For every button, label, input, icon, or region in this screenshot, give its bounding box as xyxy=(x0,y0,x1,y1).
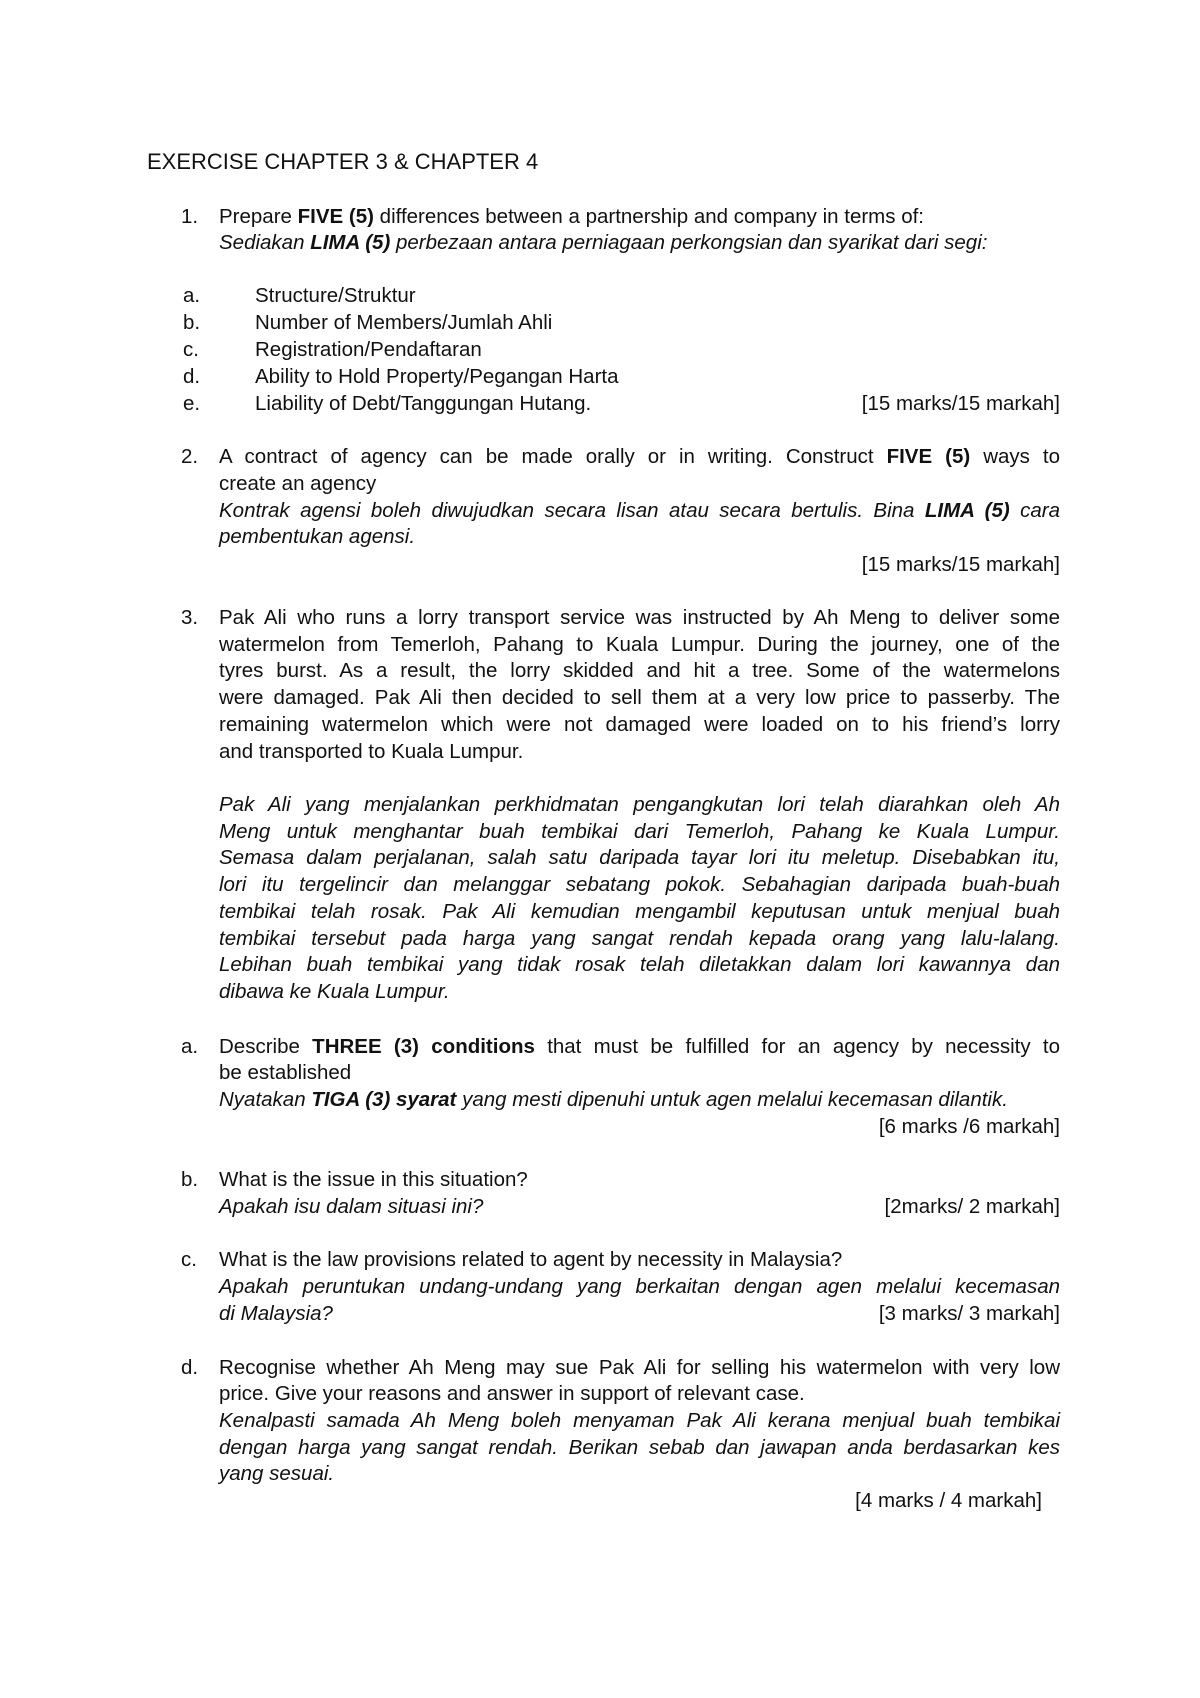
q1-my-part: Sediakan xyxy=(219,231,311,254)
q2-my-bold: LIMA (5) xyxy=(924,499,1010,522)
page-title: EXERCISE CHAPTER 3 & CHAPTER 4 xyxy=(147,149,539,174)
qd-marks: [4 marks / 4 markah] xyxy=(855,1489,1042,1512)
qa-english-line1 xyxy=(219,1033,1060,1060)
q2-my-part: cara xyxy=(1009,499,1060,522)
q3-my-line: lori itu tergelincir dan melanggar sebatang pokok. Sebahagian daripada buah-buah xyxy=(219,873,1060,896)
q1-item-text: Liability of Debt/Tanggungan Hutang. xyxy=(255,392,592,415)
q1-number: 1. xyxy=(181,205,199,228)
q1-en-part: Prepare xyxy=(219,205,298,228)
qb-letter: b. xyxy=(181,1168,199,1191)
q3-my-line: Lebihan buah tembikai yang tidak rosak telah diletakkan dalam lori kawannya dan xyxy=(219,953,1060,976)
qb-malay: Apakah isu dalam situasi ini? xyxy=(219,1195,484,1218)
q2-en-part: A contract of agency can be made orally or in writing. Construct xyxy=(219,445,887,468)
qd-malay-line3: yang sesuai. xyxy=(219,1462,335,1485)
q1-item-text: Number of Members/Jumlah Ahli xyxy=(255,311,553,334)
qa-letter: a. xyxy=(181,1035,199,1058)
q1-marks: [15 marks/15 markah] xyxy=(861,392,1060,415)
qb-marks: [2marks/ 2 markah] xyxy=(884,1195,1060,1218)
qa-my-bold: TIGA (3) syarat xyxy=(311,1088,457,1111)
q3-en-line: Pak Ali who runs a lorry transport service was instructed by Ah Meng to deliver some xyxy=(219,606,1060,629)
qd-malay-line1: Kenalpasti samada Ah Meng boleh menyaman Pak Ali kerana menjual buah tembikai xyxy=(219,1409,1060,1432)
q1-my-part: perbezaan antara perniagaan perkongsian dan syarikat dari segi: xyxy=(390,231,988,254)
q3-en-line: were damaged. Pak Ali then decided to sell them at a very low price to passerby. The xyxy=(219,686,1060,709)
q1-item-text: Ability to Hold Property/Pegangan Harta xyxy=(255,365,619,388)
q1-item-letter: d. xyxy=(183,365,201,388)
q2-english-line1 xyxy=(219,443,1060,470)
qa-my-part: yang mesti dipenuhi untuk agen melalui kecemasan dilantik. xyxy=(456,1088,1008,1111)
qd-english-line1: Recognise whether Ah Meng may sue Pak Ali for selling his watermelon with very low xyxy=(219,1356,1060,1379)
q1-my-bold: LIMA (5) xyxy=(310,231,391,254)
q1-en-bold: FIVE (5) xyxy=(297,205,374,228)
q3-en-line: remaining watermelon which were not damaged were loaded on to his friend’s lorry xyxy=(219,713,1060,736)
q3-number: 3. xyxy=(181,606,199,629)
qd-malay-line2: dengan harga yang sangat rendah. Berikan sebab dan jawapan anda berdasarkan kes xyxy=(219,1436,1060,1459)
q2-marks: [15 marks/15 markah] xyxy=(861,553,1060,576)
qc-malay-line2: di Malaysia? xyxy=(219,1302,333,1325)
q1-en-part: differences between a partnership and company in terms of: xyxy=(373,205,924,228)
qb-english: What is the issue in this situation? xyxy=(219,1168,528,1191)
q3-en-line: tyres burst. As a result, the lorry skidded and hit a tree. Some of the watermelons xyxy=(219,659,1060,682)
qa-en-part: that must be fulfilled for an agency by necessity to xyxy=(534,1035,1060,1058)
q3-my-line: tembikai telah rosak. Pak Ali kemudian mengambil keputusan untuk menjual buah xyxy=(219,900,1060,923)
qc-marks: [3 marks/ 3 markah] xyxy=(878,1302,1060,1325)
qc-malay-line1: Apakah peruntukan undang-undang yang berkaitan dengan agen melalui kecemasan xyxy=(219,1275,1060,1298)
q3-my-line: Pak Ali yang menjalankan perkhidmatan pengangkutan lori telah diarahkan oleh Ah xyxy=(219,793,1060,816)
qa-english-line2: be established xyxy=(219,1061,352,1084)
q1-item-text: Registration/Pendaftaran xyxy=(255,338,482,361)
q3-my-line: Semasa dalam perjalanan, salah satu daripada tayar lori itu meletup. Disebabkan itu, xyxy=(219,846,1060,869)
q1-item-letter: b. xyxy=(183,311,201,334)
qa-en-part: Describe xyxy=(219,1035,313,1058)
q1-malay xyxy=(219,229,987,256)
qc-letter: c. xyxy=(181,1248,197,1271)
qc-english: What is the law provisions related to agent by necessity in Malaysia? xyxy=(219,1248,843,1271)
q2-malay-line2: pembentukan agensi. xyxy=(219,525,416,548)
q2-english-line2: create an agency xyxy=(219,472,377,495)
q2-malay-line1 xyxy=(219,497,1060,524)
q2-number: 2. xyxy=(181,445,199,468)
q1-item-letter: e. xyxy=(183,392,201,415)
q1-item-letter: a. xyxy=(183,284,201,307)
q1-item-letter: c. xyxy=(183,338,199,361)
qd-letter: d. xyxy=(181,1356,199,1379)
qa-malay xyxy=(219,1086,1008,1113)
q3-my-line: Meng untuk menghantar buah tembikai dari Temerloh, Pahang ke Kuala Lumpur. xyxy=(219,820,1060,843)
q2-my-part: Kontrak agensi boleh diwujudkan secara lisan atau secara bertulis. Bina xyxy=(219,499,925,522)
q3-my-line: tembikai tersebut pada harga yang sangat rendah kepada orang yang lalu-lalang. xyxy=(219,927,1060,950)
qa-my-part: Nyatakan xyxy=(219,1088,312,1111)
q1-item-text: Structure/Struktur xyxy=(255,284,416,307)
qa-marks: [6 marks /6 markah] xyxy=(878,1115,1060,1138)
q3-en-line: and transported to Kuala Lumpur. xyxy=(219,740,524,763)
qa-en-bold: THREE (3) conditions xyxy=(312,1035,535,1058)
q2-en-bold: FIVE (5) xyxy=(886,445,971,468)
qd-english-line2: price. Give your reasons and answer in support of relevant case. xyxy=(219,1382,805,1405)
q2-en-part: ways to xyxy=(970,445,1060,468)
q1-english xyxy=(219,203,924,230)
q3-en-line: watermelon from Temerloh, Pahang to Kuala Lumpur. During the journey, one of the xyxy=(219,633,1060,656)
q3-my-line: dibawa ke Kuala Lumpur. xyxy=(219,980,450,1003)
